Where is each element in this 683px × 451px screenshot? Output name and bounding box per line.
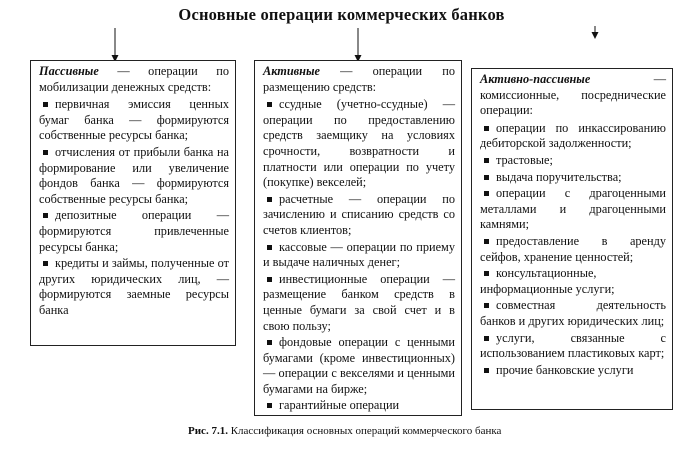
bullet-icon [267, 340, 272, 345]
bullet-icon [484, 239, 489, 244]
operations-list [480, 121, 666, 379]
operations-list [39, 97, 229, 318]
column-term: Активные [263, 64, 320, 78]
column-heading [480, 72, 666, 119]
list-item: депозитные операции — формируются привлеченные ресурсы банка; [39, 208, 229, 254]
figure-caption-text: Классификация основных операций коммерческого банка [227, 425, 502, 437]
page-title: Основные операции коммерческих банков [178, 5, 505, 24]
bullet-icon [484, 175, 489, 180]
passive-operations-box [30, 60, 236, 346]
list-item: услуги, связанные с использованием пластиковых карт; [480, 330, 666, 361]
list-item: кредиты и займы, полученные от других юридических лиц, — формируются заемные ресурсы банка [39, 256, 229, 317]
column-definition: — комиссионные, посреднические операции: [480, 72, 666, 118]
arrow-down-icon [591, 26, 599, 70]
bullet-icon [267, 403, 272, 408]
list-item: первичная эмиссия ценных бумаг банка — формируются собственные ресурсы банка; [39, 97, 229, 143]
list-item: консультационные, информационные услуги; [480, 266, 615, 296]
active-passive-operations-box [471, 68, 673, 410]
bullet-icon [484, 126, 489, 131]
list-item: гарантийные операции [263, 398, 455, 414]
figure-caption [188, 425, 501, 437]
column-definition: — операции по мобилизации денежных средств: [39, 64, 229, 94]
arrow-down-icon [354, 28, 362, 62]
operations-list [263, 97, 455, 414]
list-item: инвестиционные операции — размещение банком средств в ценные бумаги за свой счет и в свою пользу; [263, 271, 455, 333]
figure-label: Рис. 7.1. [188, 425, 228, 437]
list-item: прочие банковские услуги [480, 363, 666, 379]
bullet-icon [43, 150, 48, 155]
column-term: Пассивные [39, 64, 99, 78]
column-heading [263, 64, 455, 95]
list-item: отчисления от прибыли банка на формирование или увеличение фондов банка — формируются собственные ресурсы банка; [39, 144, 229, 206]
bullet-icon [43, 102, 48, 107]
list-item: расчетные — операции по зачислению и списанию средств со счетов клиентов; [263, 191, 455, 237]
bullet-icon [267, 197, 272, 202]
bullet-icon [484, 191, 489, 196]
list-item: операции с драгоценными металлами и драгоценными камнями; [480, 186, 666, 232]
bullet-icon [484, 336, 489, 341]
column-heading [39, 64, 229, 95]
list-item: трастовые; [480, 153, 666, 169]
list-item: совместная деятельность банков и других юридических лиц; [480, 298, 666, 328]
list-item: фондовые операции с ценными бумагами (кроме инвестиционных) — операции с векселями и ценными бумагами на бирже; [263, 335, 455, 396]
column-term: Активно-пассивные [480, 72, 591, 86]
bullet-icon [484, 303, 489, 308]
bullet-icon [484, 271, 489, 276]
column-definition: — операции по размещению средств: [263, 64, 455, 94]
bullet-icon [43, 213, 48, 218]
bullet-icon [267, 277, 272, 282]
bullet-icon [267, 102, 272, 107]
bullet-icon [484, 368, 489, 373]
list-item: кассовые — операции по приему и выдаче наличных денег; [263, 239, 455, 270]
active-operations-box [254, 60, 462, 416]
arrow-down-icon [111, 28, 119, 62]
bullet-icon [43, 261, 48, 266]
list-item: предоставление в аренду сейфов, хранение ценностей; [480, 233, 666, 264]
list-item: операции по инкассированию дебиторской задолженности; [480, 120, 666, 151]
bullet-icon [484, 158, 489, 163]
bullet-icon [267, 245, 272, 250]
list-item: ссудные (учетно-ссудные) — операции по предоставлению средств заемщику на условиях срочности, возвратности и платности или операции по учету (покупке) векселей; [263, 97, 455, 190]
list-item: выдача поручительства; [480, 170, 666, 186]
